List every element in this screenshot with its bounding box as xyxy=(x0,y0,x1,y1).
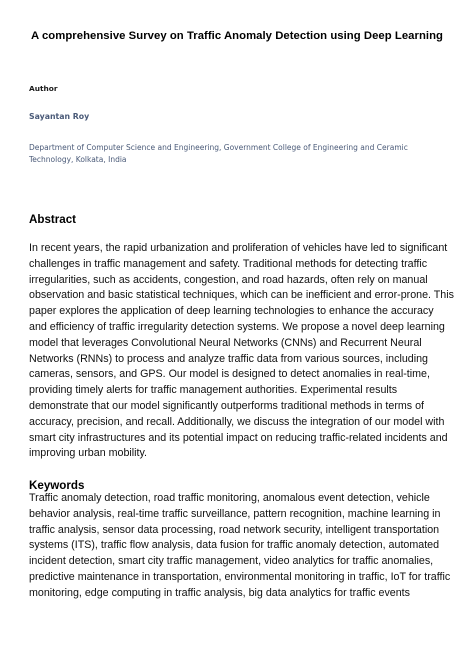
keywords-heading: Keywords xyxy=(29,479,85,492)
author-name: Sayantan Roy xyxy=(29,112,90,121)
author-affiliation: Department of Computer Science and Engineering, Government College of Engineering and Ceramic Technology, Kolkata, India xyxy=(29,143,408,164)
paper-title: A comprehensive Survey on Traffic Anomaly Detection using Deep Learning xyxy=(30,30,443,42)
abstract-body: In recent years, the rapid urbanization and proliferation of vehicles have led to significant challenges in traffic management and safety. Traditional methods for detecting traffic irregularities, such as accidents, congestion, and road hazards, often rely on manual observation and basic statistical techniques, which can be inefficient and error-prone. This paper explores the application of deep learning technologies to enhance the accuracy and efficiency of traffic irregularity detection systems. We propose a novel deep learning model that leverages Convolutional Neural Networks (CNNs) and Recurrent Neural Networks (RNNs) to process and analyze traffic data from various sources, including cameras, sensors, and GPS. Our model is designed to detect anomalies in real-time, providing timely alerts for traffic management authorities. Experimental results demonstrate that our model significantly outperforms traditional methods in terms of accuracy, precision, and recall. Additionally, we discuss the integration of our model with smart city infrastructures and its potential impact on reducing traffic-related incidents and improving urban mobility. xyxy=(29,242,454,460)
abstract-heading: Abstract xyxy=(29,213,77,226)
keywords-body: Traffic anomaly detection, road traffic monitoring, anomalous event detection, vehicle behavior analysis, real-time traffic surveillance, pattern recognition, machine learning in traffic analysis, sensor data processing, road network security, intelligent transportation systems (ITS), traffic flow analysis, data fusion for traffic anomaly detection, automated incident detection, smart city traffic management, video analytics for traffic anomalies, predictive maintenance in transportation, environmental monitoring in traffic, IoT for traffic monitoring, edge computing in traffic analysis, big data analytics for traffic events xyxy=(29,492,451,599)
author-label: Author xyxy=(29,84,58,93)
